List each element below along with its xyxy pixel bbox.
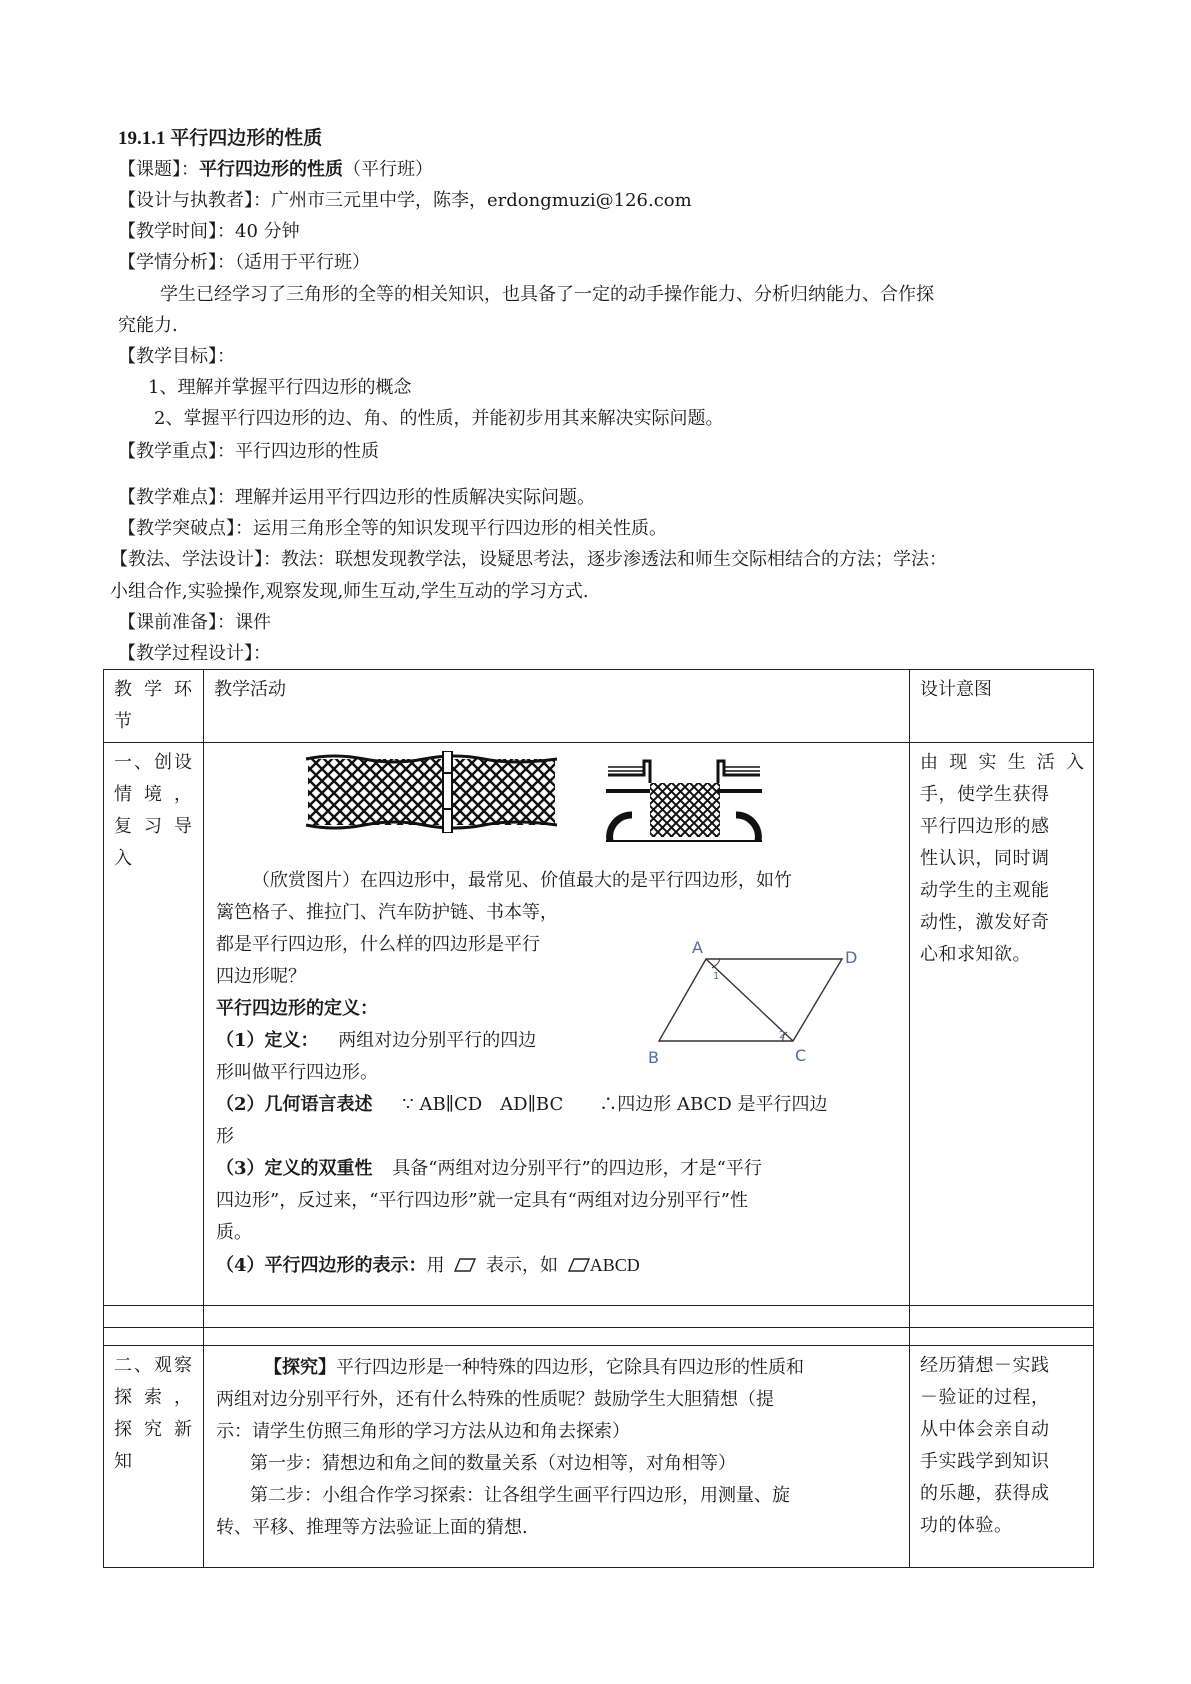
- key-line: [118, 440, 379, 464]
- parallelogram-symbol-icon: [454, 1258, 476, 1272]
- definition-heading: 平行四边形的定义：: [216, 998, 378, 1019]
- topic-value: 平行四边形的性质: [199, 159, 343, 180]
- definition-4: [216, 1249, 906, 1282]
- step-2-line-2: 转、平移、推理等方法验证上面的猜想.: [216, 1517, 528, 1538]
- row1-intent-line: 性认识，同时调: [920, 848, 1050, 869]
- explore-text-3: 示：请学生仿照三角形的学习方法从边和角去探索）: [216, 1421, 630, 1442]
- explore-label: 【探究】: [264, 1357, 336, 1378]
- empty-cell: [104, 1306, 204, 1328]
- designer-label: 【设计与执教者】：: [118, 190, 271, 211]
- definition-4-label: （4）平行四边形的表示：: [216, 1255, 427, 1276]
- method-line: [110, 548, 947, 572]
- row2-intent-line: 的乐趣，获得成: [920, 1483, 1050, 1504]
- definition-4-text-c: ABCD: [589, 1255, 640, 1275]
- header-intent-text: 设计意图: [920, 679, 992, 700]
- key-label: 【教学重点】：: [118, 441, 235, 462]
- key-value: 平行四边形的性质: [235, 441, 379, 462]
- definition-3-label: （3）定义的双重性: [216, 1158, 373, 1179]
- intro-line-2: 篱笆格子、推拉门、汽车防护链、书本等，: [216, 902, 558, 923]
- row2-stage: [104, 1346, 204, 1568]
- header-stage-line-2: 节: [114, 711, 132, 732]
- intro-line-4: 四边形呢？: [216, 966, 306, 987]
- analysis-label: 【学情分析】：: [118, 252, 235, 273]
- breakthrough-value: 运用三角形全等的知识发现平行四边形的相关性质。: [253, 518, 667, 539]
- analysis-line: [118, 251, 370, 275]
- step-2-line-1: 第二步：小组合作学习探索：让各组学生画平行四边形，用测量、旋: [250, 1485, 790, 1506]
- prep-value: 课件: [235, 612, 271, 633]
- row1-intro: [204, 859, 916, 1282]
- row1-intent-line: 手，使学生获得: [920, 784, 1050, 805]
- row1-intent-line: 动学生的主观能: [920, 880, 1050, 901]
- header-stage: [104, 670, 204, 743]
- prep-label: 【课前准备】：: [118, 612, 235, 633]
- angle-label-1: 1: [713, 971, 720, 982]
- table-row-empty: [104, 1306, 1094, 1328]
- empty-cell: [910, 1328, 1094, 1346]
- vertex-label-a: A: [692, 938, 703, 957]
- definition-3-text-3: 质。: [216, 1222, 252, 1243]
- analysis-value: （适用于平行班）: [235, 252, 370, 273]
- definition-1-text-2: 形叫做平行四边形。: [216, 1062, 378, 1083]
- definition-1-label: （1）定义：: [216, 1030, 319, 1051]
- designer-value: 广州市三元里中学，陈李，erdongmuzi@126.com: [271, 190, 692, 211]
- angle-label-2: 2: [779, 1030, 786, 1041]
- table-row: [104, 743, 1094, 1306]
- header-activity: [204, 670, 910, 743]
- row2-intent: [910, 1346, 1094, 1568]
- row1-intent-line: 由 现 实 生 活 入: [920, 752, 1085, 773]
- goal-1: 1、理解并掌握平行四边形的概念: [148, 377, 412, 398]
- empty-cell: [104, 1328, 204, 1346]
- row1-stage-line: 复 习 导: [114, 816, 193, 837]
- row1-activity: [204, 743, 910, 1306]
- process-label: 【教学过程设计】：: [118, 643, 271, 664]
- table-row: [104, 1346, 1094, 1568]
- row2-intent-line: 从中体会亲自动: [920, 1419, 1050, 1440]
- intro-line-3: 都是平行四边形，什么样的四边形是平行: [216, 934, 540, 955]
- table-header-row: [104, 670, 1094, 743]
- time-line: [118, 220, 300, 244]
- definition-2: [216, 1089, 906, 1121]
- row1-stage-line: 情 境 ，: [114, 784, 193, 805]
- row2-stage-line: 探 索 ，: [114, 1387, 193, 1408]
- time-label: 【教学时间】：: [118, 221, 235, 242]
- header-intent: [910, 670, 1094, 743]
- time-value: 40 分钟: [235, 221, 300, 242]
- designer-line: [118, 189, 692, 213]
- explore-text-1: 平行四边形是一种特殊的四边形，它除具有四边形的性质和: [336, 1357, 804, 1378]
- difficulty-label: 【教学难点】：: [118, 487, 235, 508]
- row2-activity: [204, 1346, 910, 1568]
- analysis-text-1: 学生已经学习了三角形的全等的相关知识，也具备了一定的动手操作能力、分析归纳能力、合作探: [160, 284, 934, 305]
- process-table: [103, 669, 1094, 1568]
- definition-2-label: （2）几何语言表述: [216, 1094, 373, 1115]
- header-activity-text: 教学活动: [214, 679, 286, 700]
- definition-3: [216, 1153, 906, 1185]
- row1-stage: [104, 743, 204, 1306]
- row1-stage-line: 入: [114, 848, 132, 869]
- intro-line-1: （欣赏图片）在四边形中，最常见、价值最大的是平行四边形，如竹: [252, 870, 792, 891]
- definition-3-text: 具备“两组对边分别平行”的四边形，才是“平行: [392, 1158, 762, 1179]
- vertex-label-b: B: [648, 1048, 659, 1065]
- goal-2: 2、掌握平行四边形的边、角、的性质，并能初步用其来解决实际问题。: [154, 408, 724, 429]
- difficulty-value: 理解并运用平行四边形的性质解决实际问题。: [235, 487, 595, 508]
- row2-stage-line: 知: [114, 1451, 132, 1472]
- row1-intent-line: 心和求知欲。: [920, 944, 1031, 965]
- definition-1-text: 两组对边分别平行的四边: [338, 1030, 537, 1051]
- car-chain-image: [604, 751, 764, 843]
- topic-line: [118, 158, 433, 182]
- difficulty-line: [118, 486, 595, 510]
- row1-intent-line: 动性，激发好奇: [920, 912, 1050, 933]
- empty-cell: [204, 1328, 910, 1346]
- topic-label: 【课题】：: [118, 159, 199, 180]
- row2-intent-line: －验证的过程，: [920, 1387, 1050, 1408]
- prep-line: [118, 611, 271, 635]
- topic-note: （平行班）: [343, 159, 433, 180]
- fence-image: [304, 751, 559, 833]
- parallelogram-figure: [642, 935, 872, 1065]
- header-stage-line-1: 教 学 环: [114, 679, 193, 700]
- step-1: 第一步：猜想边和角之间的数量关系（对边相等，对角相等）: [250, 1453, 736, 1474]
- row2-stage-line: 二、观察: [114, 1355, 193, 1376]
- parallelogram-symbol-icon: [568, 1258, 590, 1272]
- method-value-2: 小组合作,实验操作,观察发现,师生互动,学生互动的学习方式.: [110, 581, 589, 602]
- row1-intent-line: 平行四边形的感: [920, 816, 1050, 837]
- method-label: 【教法、学法设计】：: [110, 549, 281, 570]
- row2-stage-line: 探 究 新: [114, 1419, 193, 1440]
- analysis-text-2: 究能力.: [118, 315, 178, 336]
- row2-intent-line: 经历猜想－实践: [920, 1355, 1050, 1376]
- definition-3-text-2: 四边形”，反过来，“平行四边形”就一定具有“两组对边分别平行”性: [216, 1190, 749, 1211]
- table-row-empty: [104, 1328, 1094, 1346]
- row2-intent-line: 功的体验。: [920, 1515, 1013, 1536]
- method-value-1: 教法：联想发现教学法，设疑思考法，逐步渗透法和师生交际相结合的方法；学法：: [281, 549, 947, 570]
- row1-stage-line: 一、创设: [114, 752, 193, 773]
- breakthrough-line: [118, 517, 667, 541]
- breakthrough-label: 【教学突破点】：: [118, 518, 253, 539]
- document-title: 19.1.1 平行四边形的性质: [118, 128, 323, 149]
- definition-2-text-2: 形: [216, 1126, 234, 1147]
- vertex-label-c: C: [795, 1046, 807, 1065]
- definition-2-text: ∵ AB∥CD AD∥BC ∴四边形 ABCD 是平行四边: [402, 1094, 828, 1115]
- goals-label: 【教学目标】：: [118, 346, 235, 367]
- vertex-label-d: D: [845, 948, 858, 967]
- row2-intent-line: 手实践学到知识: [920, 1451, 1050, 1472]
- row1-intent: [910, 743, 1094, 1306]
- empty-cell: [204, 1306, 910, 1328]
- explore-line-1: [216, 1352, 899, 1384]
- definition-4-text-b: 表示，如: [486, 1255, 558, 1276]
- explore-text-2: 两组对边分别平行外，还有什么特殊的性质呢？鼓励学生大胆猜想（提: [216, 1389, 774, 1410]
- definition-4-text-a: 用: [426, 1255, 445, 1276]
- empty-cell: [910, 1306, 1094, 1328]
